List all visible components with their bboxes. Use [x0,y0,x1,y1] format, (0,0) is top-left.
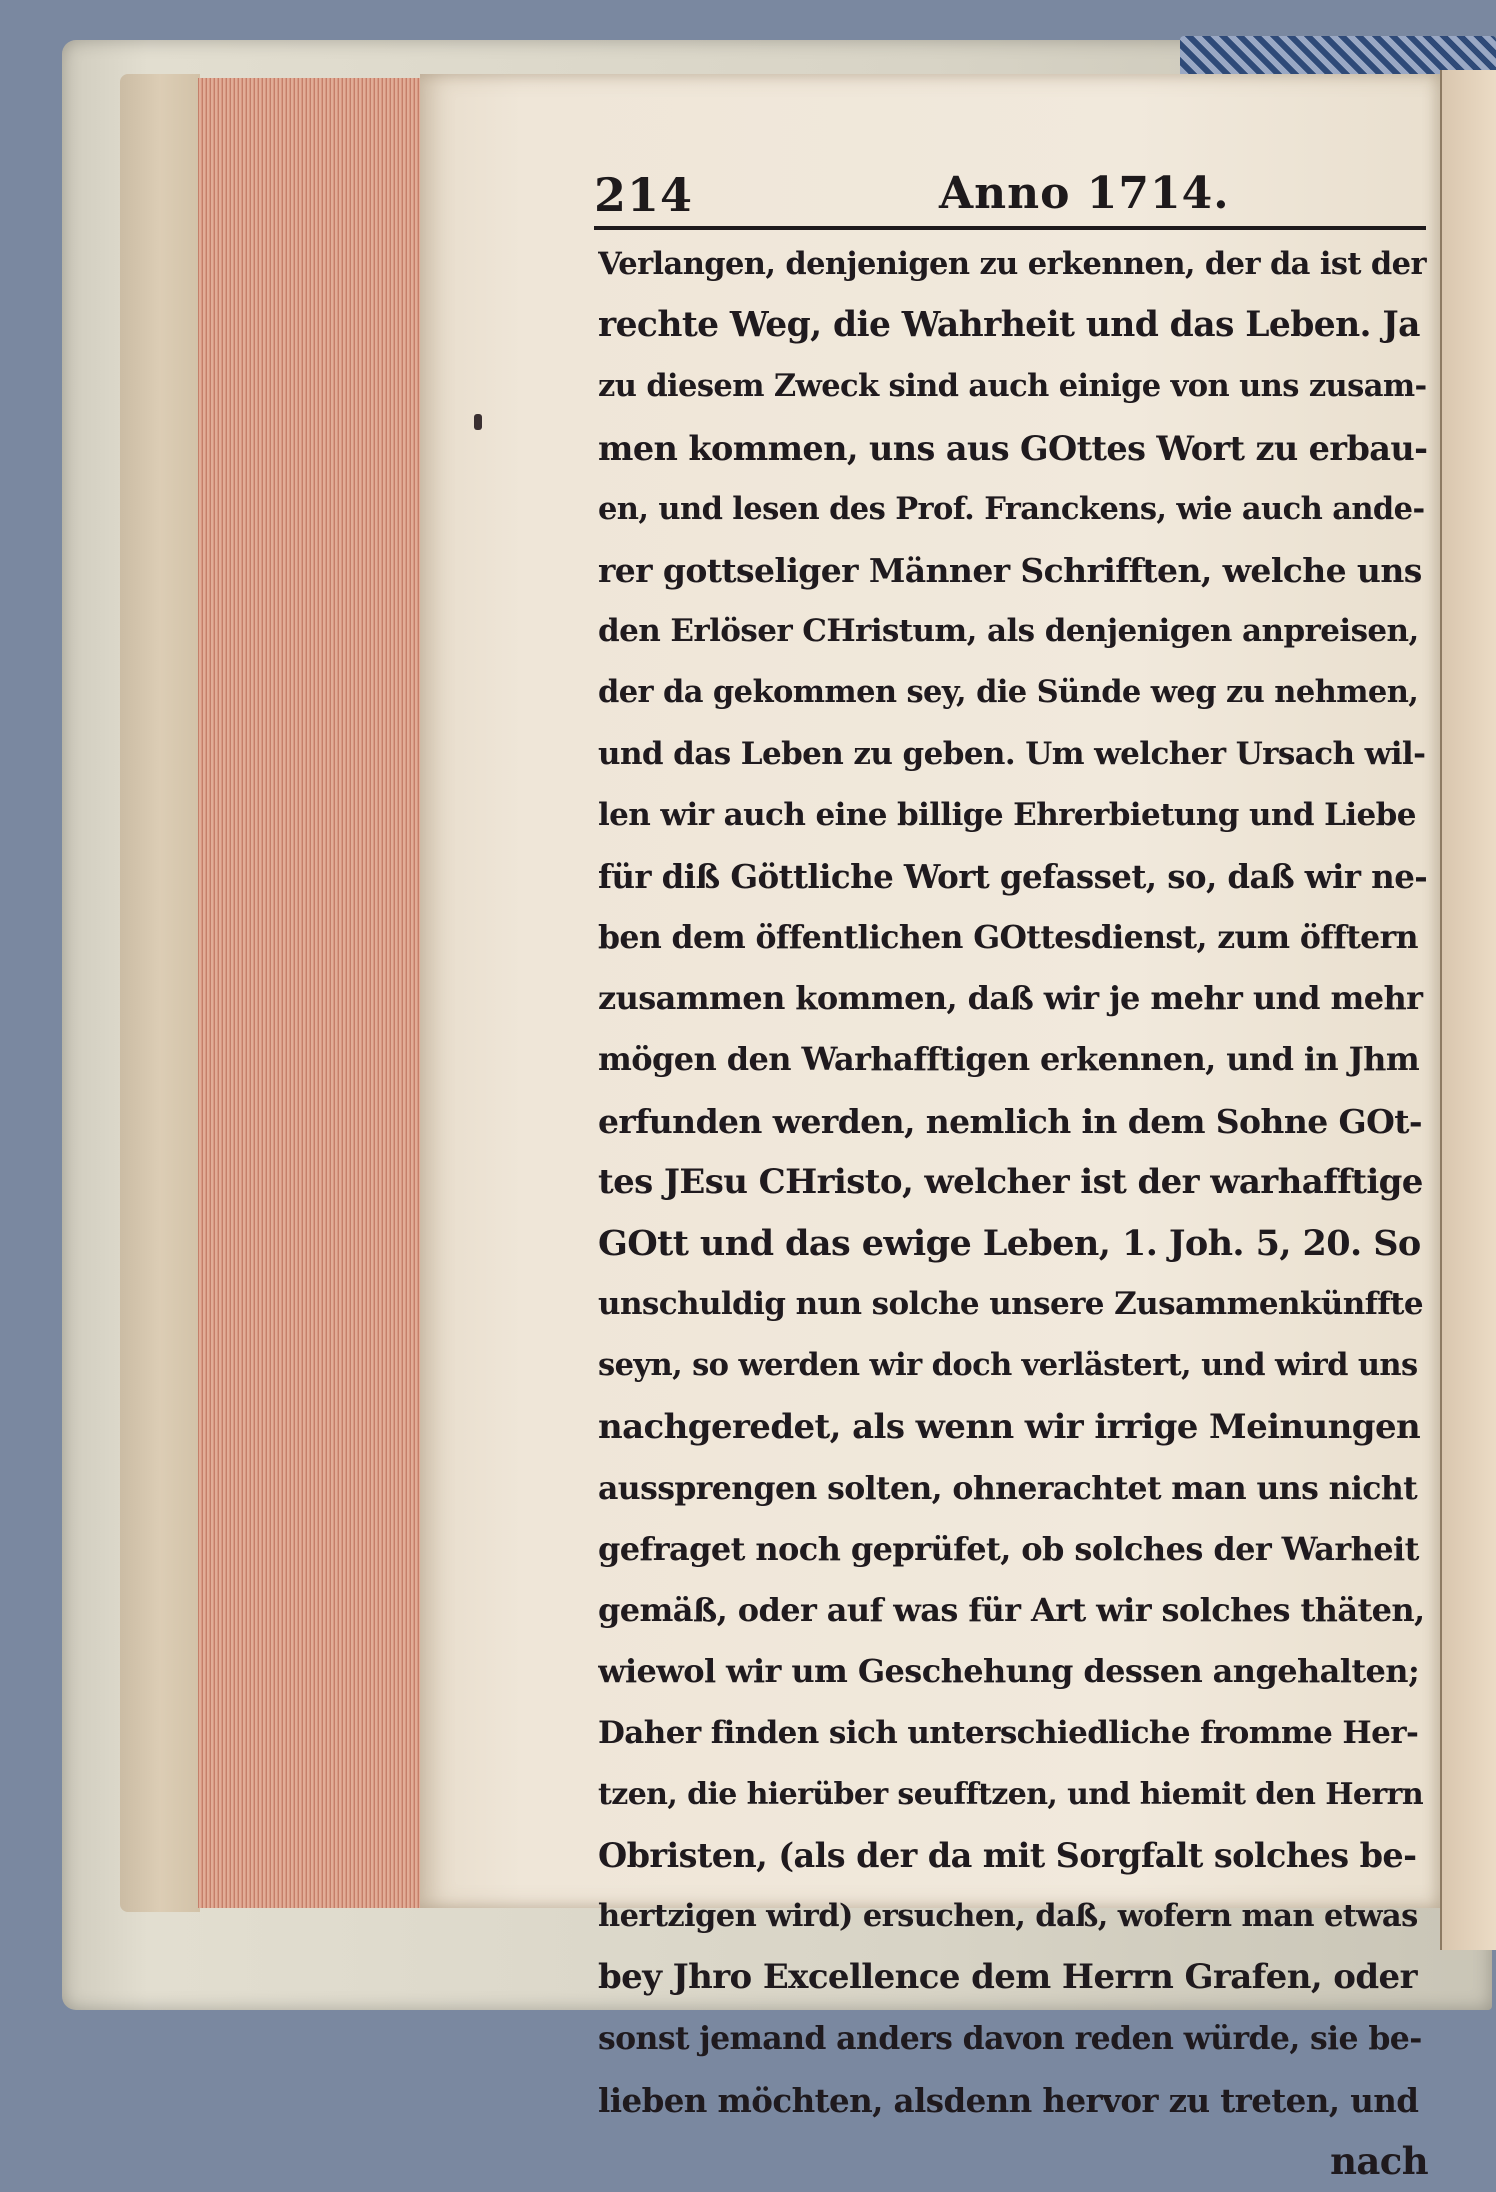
book-page [420,74,1440,2183]
text-line: en, und lesen des Prof. Franckens, wie auch ande- [598,490,1425,527]
text-line: der da gekommen sey, die Sünde weg zu nehmen, [598,674,1419,711]
text-line: aussprengen solten, ohnerachtet man uns nicht [598,1469,1418,1507]
header-rule [594,226,1426,230]
text-line: bey Jhro Excellence dem Herrn Grafen, oder [598,1957,1417,1998]
text-line: tzen, die hierüber seufftzen, und hiemit den Herrn [598,1776,1424,1812]
page-header [594,168,1420,224]
text-line: GOtt und das ewige Leben, 1. Joh. 5, 20. So [598,1223,1421,1264]
text-line: erfunden werden, nemlich in dem Sohne GOt- [598,1101,1422,1141]
page-number: 214 [594,168,694,222]
ink-speck [474,414,482,430]
text-line: seyn, so werden wir doch verlästert, und wird uns [598,1347,1418,1384]
running-head: Anno 1714. [939,168,1230,219]
text-line: gemäß, oder auf was für Art wir solches thäten, [598,1591,1425,1630]
text-line: men kommen, uns aus GOttes Wort zu erbau- [598,428,1428,468]
text-line: Obristen, (als der da mit Sorgfalt solches be- [598,1835,1417,1875]
text-line: zusammen kommen, daß wir je mehr und mehr [598,979,1423,1018]
page-stack-red-edges [198,78,422,1908]
text-line: ben dem öffentlichen GOttesdienst, zum öfftern [598,919,1418,957]
text-line: Daher finden sich unterschiedliche fromme Her- [598,1714,1419,1751]
text-line: wiewol wir um Geschehung dessen angehalten; [598,1652,1420,1691]
text-line: hertzigen wird) ersuchen, daß, wofern man etwas [598,1898,1418,1935]
text-line: mögen den Warhafftigen erkennen, und in Jhm [598,1040,1420,1079]
catchword: nach [1330,2138,1428,2183]
text-line: tes JEsu CHristo, welcher ist der warhafftige [598,1161,1423,1202]
book-board-edge [120,74,200,1912]
text-line: für diß Göttliche Wort gefasset, so, daß wir ne- [598,856,1428,896]
text-line: rechte Weg, die Wahrheit und das Leben. Ja [598,305,1420,346]
text-line: den Erlöser CHristum, als denjenigen anpreisen, [598,613,1419,650]
text-line: gefraget noch geprüfet, ob solches der Warheit [598,1529,1419,1568]
text-line: zu diesem Zweck sind auch einige von uns zusam- [598,368,1427,405]
text-line: rer gottseliger Männer Schrifften, welche uns [598,550,1422,590]
text-line: len wir auch eine billige Ehrerbietung und Liebe [598,796,1416,833]
text-block [598,234,1428,2192]
text-line: nachgeredet, als wenn wir irrige Meinungen [598,1406,1421,1447]
text-line: Verlangen, denjenigen zu erkennen, der da ist der [598,246,1426,282]
text-line: unschuldig nun solche unsere Zusammenkünffte [598,1286,1423,1323]
text-line: sonst jemand anders davon reden würde, sie be- [598,2020,1422,2058]
text-line: und das Leben zu geben. Um welcher Ursach wil- [598,735,1426,772]
facing-page-edge [1440,70,1496,1950]
text-line: lieben möchten, alsdenn hervor zu treten, und [598,2080,1419,2120]
